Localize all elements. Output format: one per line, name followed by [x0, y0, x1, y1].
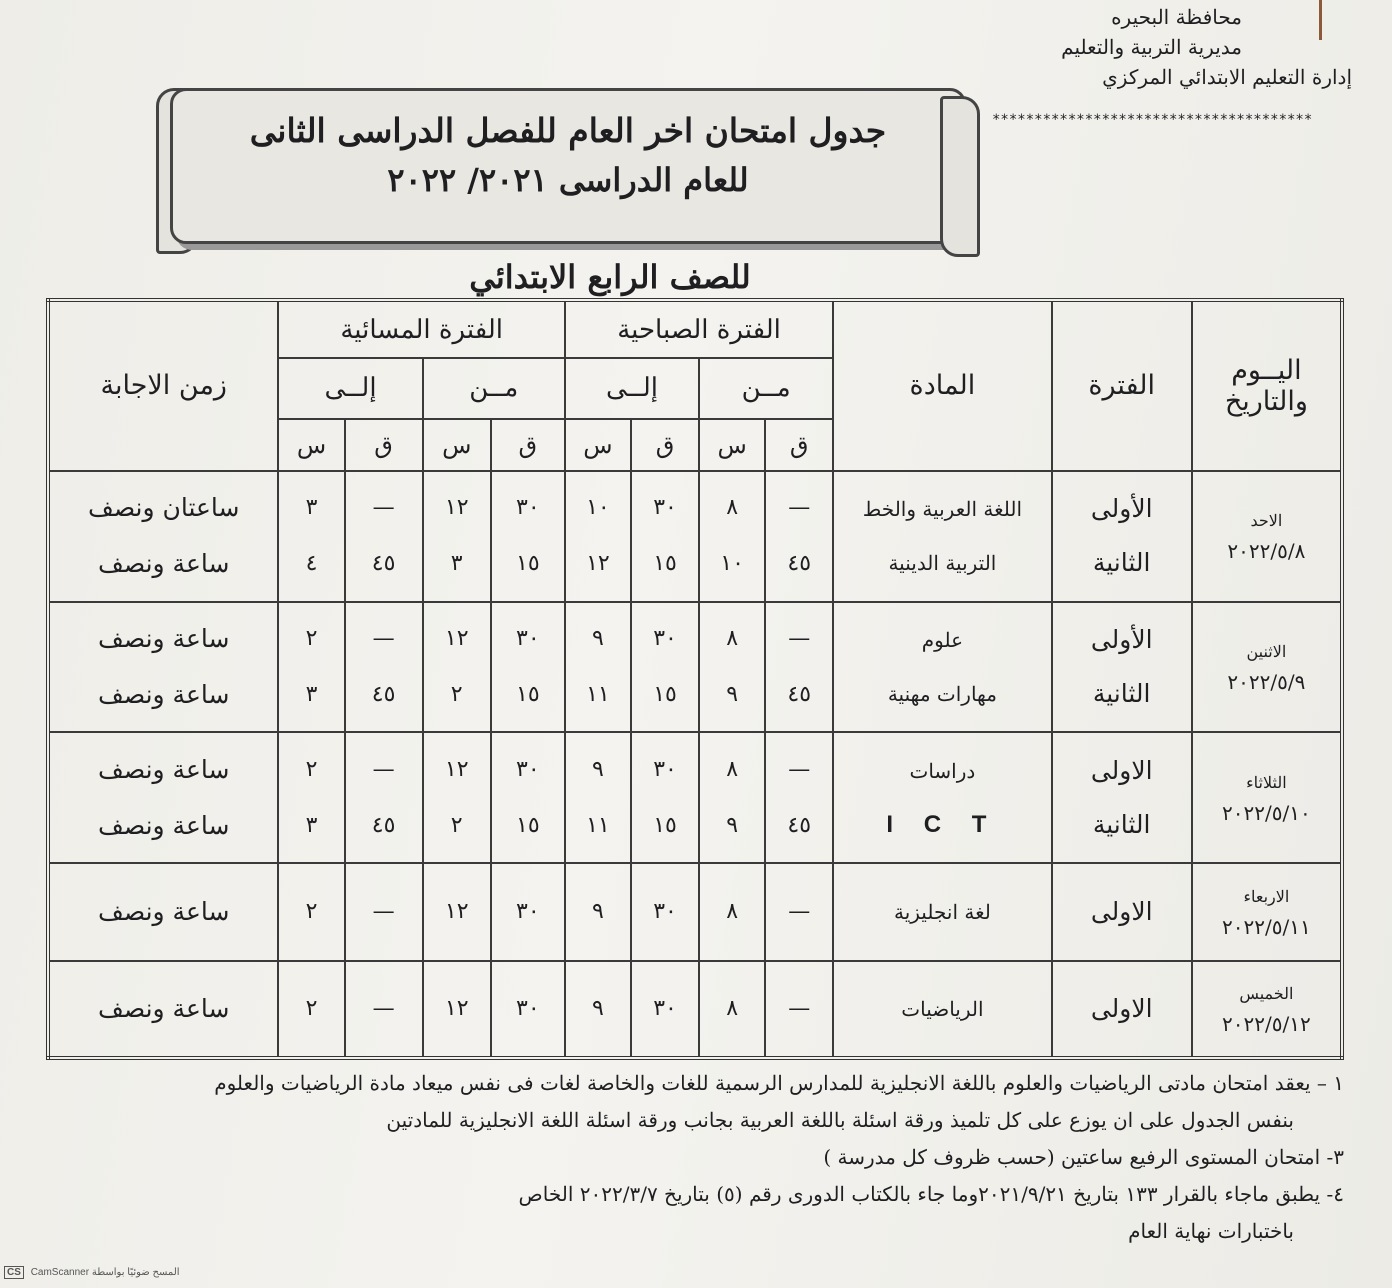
note-4: ٤- يطبق ماجاء بالقرار ١٣٣ بتاريخ ٢٠٢١/٩/٢١وما جاء بالكتاب الدورى رقم (٥) بتاريخ ٢٠٢٢/٣/٧ الخاص [518, 1182, 1344, 1206]
day-label: الثلاثاء [1246, 772, 1287, 792]
day-label: الاثنين [1246, 641, 1287, 661]
header-stars-divider: ************************************** [992, 112, 1313, 128]
m-to-hr-value: ١٢ [586, 551, 610, 577]
subject-cell [833, 471, 1051, 602]
minute-header: ق [631, 419, 699, 471]
administration-label: إدارة التعليم الابتدائي المركزي [1102, 65, 1352, 89]
m-to-min-value: ٣٠ [653, 625, 677, 651]
period-value: الاولى [1090, 897, 1153, 927]
time-cell [345, 732, 423, 863]
date-label: ٢٠٢٢/٥/١٠ [1222, 800, 1311, 825]
subject-value: التربية الدينية [888, 551, 997, 576]
duration-cell [48, 863, 278, 962]
time-cell [565, 471, 631, 602]
period-value: الأولى [1090, 624, 1153, 654]
e-to-hr-value: ٣ [305, 495, 318, 521]
morning-to-header: إلــى [565, 358, 699, 418]
m-to-min-value: ٣٠ [653, 756, 677, 782]
period-cell [1052, 961, 1192, 1058]
title-scroll-banner [170, 88, 966, 244]
date-label: ٢٠٢٢/٥/٨ [1227, 539, 1306, 564]
hour-header: س [278, 419, 344, 471]
scroll-right-curl [940, 96, 980, 257]
table-row [48, 471, 1342, 602]
e-from-hr-value: ١٢ [444, 996, 469, 1022]
morning-period-header: الفترة الصباحية [565, 300, 833, 358]
time-cell [765, 471, 833, 602]
m-to-min-value: ١٥ [653, 812, 677, 838]
table-row [48, 732, 1342, 863]
e-to-hr-value: ٣ [305, 681, 318, 707]
e-to-min-value: — [372, 625, 395, 651]
time-cell [423, 961, 491, 1058]
header-block [1061, 2, 1352, 92]
m-from-min-value: ٤٥ [787, 551, 812, 577]
e-from-hr-value: ١٢ [444, 756, 469, 782]
day-date-cell [1192, 863, 1342, 962]
day-date-cell [1192, 961, 1342, 1058]
time-cell [631, 732, 699, 863]
note-1: ١ – يعقد امتحان مادتى الرياضيات والعلوم باللغة الانجليزية للمدارس الرسمية للغات والخاصة لغات فى نفس ميعاد مادة الرياضيات والعلوم [214, 1071, 1344, 1095]
hour-header: س [699, 419, 765, 471]
duration-value: ساعة ونصف [98, 623, 230, 653]
table-row [48, 863, 1342, 962]
duration-value: ساعة ونصف [98, 897, 230, 927]
day-date-cell [1192, 732, 1342, 863]
time-cell [565, 863, 631, 962]
subject-value: دراسات [909, 758, 976, 783]
time-cell [699, 471, 765, 602]
m-to-hr-value: ١١ [586, 681, 610, 707]
answer-time-header: زمن الاجابة [48, 300, 278, 471]
e-to-min-value: — [372, 996, 395, 1022]
period-cell [1052, 602, 1192, 733]
m-from-hr-value: ٩ [726, 681, 739, 707]
subject-value: I C T [886, 810, 999, 838]
e-to-hr-value: ٢ [305, 625, 318, 651]
m-from-min-value: — [788, 899, 811, 925]
e-to-hr-value: ٢ [305, 756, 318, 782]
title-line-1: جدول امتحان اخر العام للفصل الدراسى الثانى [249, 111, 887, 150]
e-to-hr-value: ٢ [305, 899, 318, 925]
minute-header: ق [345, 419, 423, 471]
m-from-hr-value: ٨ [726, 495, 739, 521]
day-label: الخميس [1239, 984, 1294, 1004]
subject-header: المادة [833, 300, 1051, 471]
e-to-min-value: ٤٥ [371, 812, 396, 838]
subject-cell [833, 961, 1051, 1058]
e-from-min-value: ١٥ [516, 812, 540, 838]
time-cell [278, 961, 344, 1058]
m-to-hr-value: ٩ [592, 756, 604, 782]
e-from-min-value: ١٥ [516, 681, 540, 707]
table-row [48, 961, 1342, 1058]
camscanner-text: CamScanner المسح ضوئيًا بواسطة [30, 1267, 180, 1278]
m-from-hr-value: ٨ [726, 756, 739, 782]
subject-value: مهارات مهنية [887, 681, 997, 706]
time-cell [423, 732, 491, 863]
e-from-min-value: ١٥ [516, 551, 540, 577]
note-5: باختبارات نهاية العام [1128, 1219, 1294, 1243]
duration-value: ساعة ونصف [98, 549, 230, 579]
morning-from-header: مــن [699, 358, 833, 418]
hour-header: س [423, 419, 491, 471]
period-value: الأولى [1090, 494, 1153, 524]
m-from-hr-value: ٩ [726, 812, 739, 838]
time-cell [565, 961, 631, 1058]
m-to-min-value: ١٥ [653, 551, 677, 577]
directorate-label: مديرية التربية والتعليم [1061, 35, 1242, 59]
day-date-cell [1192, 602, 1342, 733]
m-from-min-value: ٤٥ [787, 812, 812, 838]
e-from-hr-value: ٢ [450, 812, 463, 838]
time-cell [765, 863, 833, 962]
duration-cell [48, 961, 278, 1058]
e-to-hr-value: ٣ [305, 812, 318, 838]
m-to-hr-value: ١١ [586, 812, 610, 838]
m-from-hr-value: ٨ [726, 996, 739, 1022]
evening-to-header: إلــى [278, 358, 422, 418]
m-to-min-value: ١٥ [653, 681, 677, 707]
duration-cell [48, 471, 278, 602]
time-cell [565, 732, 631, 863]
period-value: الثانية [1092, 678, 1151, 708]
time-cell [423, 471, 491, 602]
e-from-min-value: ٣٠ [516, 625, 540, 651]
period-value: الاولى [1090, 994, 1153, 1024]
day-label: الاربعاء [1243, 887, 1290, 907]
m-to-min-value: ٣٠ [653, 495, 677, 521]
m-to-hr-value: ١٠ [586, 495, 610, 521]
e-from-hr-value: ٢ [450, 681, 463, 707]
m-to-min-value: ٣٠ [653, 899, 677, 925]
time-cell [345, 961, 423, 1058]
e-to-min-value: — [372, 495, 395, 521]
e-to-min-value: — [372, 899, 395, 925]
time-cell [631, 961, 699, 1058]
duration-cell [48, 602, 278, 733]
e-from-hr-value: ٣ [450, 551, 463, 577]
time-cell [278, 863, 344, 962]
duration-value: ساعة ونصف [98, 754, 230, 784]
watermark-logo [400, 640, 1000, 710]
time-cell [423, 863, 491, 962]
time-cell [699, 863, 765, 962]
date-label: ٢٠٢٢/٥/١١ [1222, 915, 1311, 940]
grade-heading: للصف الرابع الابتدائي [469, 258, 751, 296]
period-header: الفترة [1052, 300, 1192, 471]
time-cell [278, 471, 344, 602]
schedule-body [48, 471, 1342, 1058]
e-to-min-value: ٤٥ [371, 551, 396, 577]
governorate-label: محافظة البحيره [1111, 5, 1242, 29]
m-to-hr-value: ٩ [592, 996, 604, 1022]
time-cell [278, 732, 344, 863]
duration-value: ساعة ونصف [98, 994, 230, 1024]
time-cell [491, 732, 565, 863]
e-from-min-value: ٣٠ [516, 899, 540, 925]
e-to-min-value: ٤٥ [371, 681, 396, 707]
duration-value: ساعة ونصف [98, 679, 230, 709]
m-from-hr-value: ٨ [726, 625, 739, 651]
evening-period-header: الفترة المسائية [278, 300, 564, 358]
time-cell [631, 471, 699, 602]
period-value: الثانية [1092, 809, 1151, 839]
note-2: بنفس الجدول على ان يوزع على كل تلميذ ورقة اسئلة باللغة العربية بجانب ورقة اسئلة اللغة الانجليزية للمادتين [386, 1108, 1294, 1132]
day-label: الاحد [1250, 511, 1283, 531]
period-cell [1052, 471, 1192, 602]
time-cell [491, 961, 565, 1058]
date-label: ٢٠٢٢/٥/٩ [1227, 669, 1306, 694]
note-3: ٣- امتحان المستوى الرفيع ساعتين (حسب ظروف كل مدرسة ) [823, 1145, 1344, 1169]
subject-cell [833, 732, 1051, 863]
e-from-hr-value: ١٢ [444, 899, 469, 925]
date-label: ٢٠٢٢/٥/١٢ [1222, 1012, 1311, 1037]
page-edge-mark [1319, 0, 1322, 40]
m-from-min-value: — [788, 996, 811, 1022]
evening-from-header: مــن [423, 358, 565, 418]
subject-value: اللغة العربية والخط [862, 497, 1023, 522]
e-to-min-value: — [372, 756, 395, 782]
duration-value: ساعة ونصف [98, 810, 230, 840]
m-to-hr-value: ٩ [592, 625, 604, 651]
day-header-line: اليــوم [1231, 354, 1302, 386]
e-from-min-value: ٣٠ [516, 495, 540, 521]
subject-cell [833, 863, 1051, 962]
e-from-min-value: ٣٠ [516, 756, 540, 782]
time-cell [765, 961, 833, 1058]
subject-value: الرياضيات [901, 997, 984, 1022]
period-cell [1052, 863, 1192, 962]
time-cell [345, 863, 423, 962]
day-date-cell [1192, 471, 1342, 602]
scanner-footer [4, 1266, 180, 1279]
period-value: الثانية [1092, 548, 1151, 578]
m-from-min-value: ٤٥ [787, 681, 812, 707]
m-from-min-value: — [788, 495, 811, 521]
m-from-hr-value: ١٠ [720, 551, 744, 577]
minute-header: ق [765, 419, 833, 471]
time-cell [491, 863, 565, 962]
m-from-min-value: — [788, 625, 811, 651]
time-cell [345, 471, 423, 602]
day-date-header [1192, 300, 1342, 471]
m-from-min-value: — [788, 756, 811, 782]
minute-header: ق [491, 419, 565, 471]
time-cell [278, 602, 344, 733]
duration-value: ساعتان ونصف [87, 493, 240, 523]
e-from-hr-value: ١٢ [444, 625, 469, 651]
camscanner-badge: CS [4, 1266, 24, 1279]
m-from-hr-value: ٨ [726, 899, 739, 925]
date-header-line: والتاريخ [1224, 385, 1308, 417]
time-cell [765, 732, 833, 863]
e-from-min-value: ٣٠ [516, 996, 540, 1022]
hour-header: س [565, 419, 631, 471]
notes-block [0, 1065, 1344, 1250]
time-cell [491, 471, 565, 602]
e-to-hr-value: ٢ [305, 996, 318, 1022]
m-to-min-value: ٣٠ [653, 996, 677, 1022]
duration-cell [48, 732, 278, 863]
time-cell [631, 863, 699, 962]
subject-value: علوم [921, 627, 964, 652]
period-value: الاولى [1090, 755, 1153, 785]
time-cell [699, 961, 765, 1058]
time-cell [699, 732, 765, 863]
e-to-hr-value: ٤ [305, 551, 318, 577]
subject-value: لغة انجليزية [893, 900, 991, 925]
period-cell [1052, 732, 1192, 863]
e-from-hr-value: ١٢ [444, 495, 469, 521]
title-line-2: للعام الدراسى ٢٠٢١/ ٢٠٢٢ [387, 161, 749, 199]
m-to-hr-value: ٩ [592, 899, 604, 925]
